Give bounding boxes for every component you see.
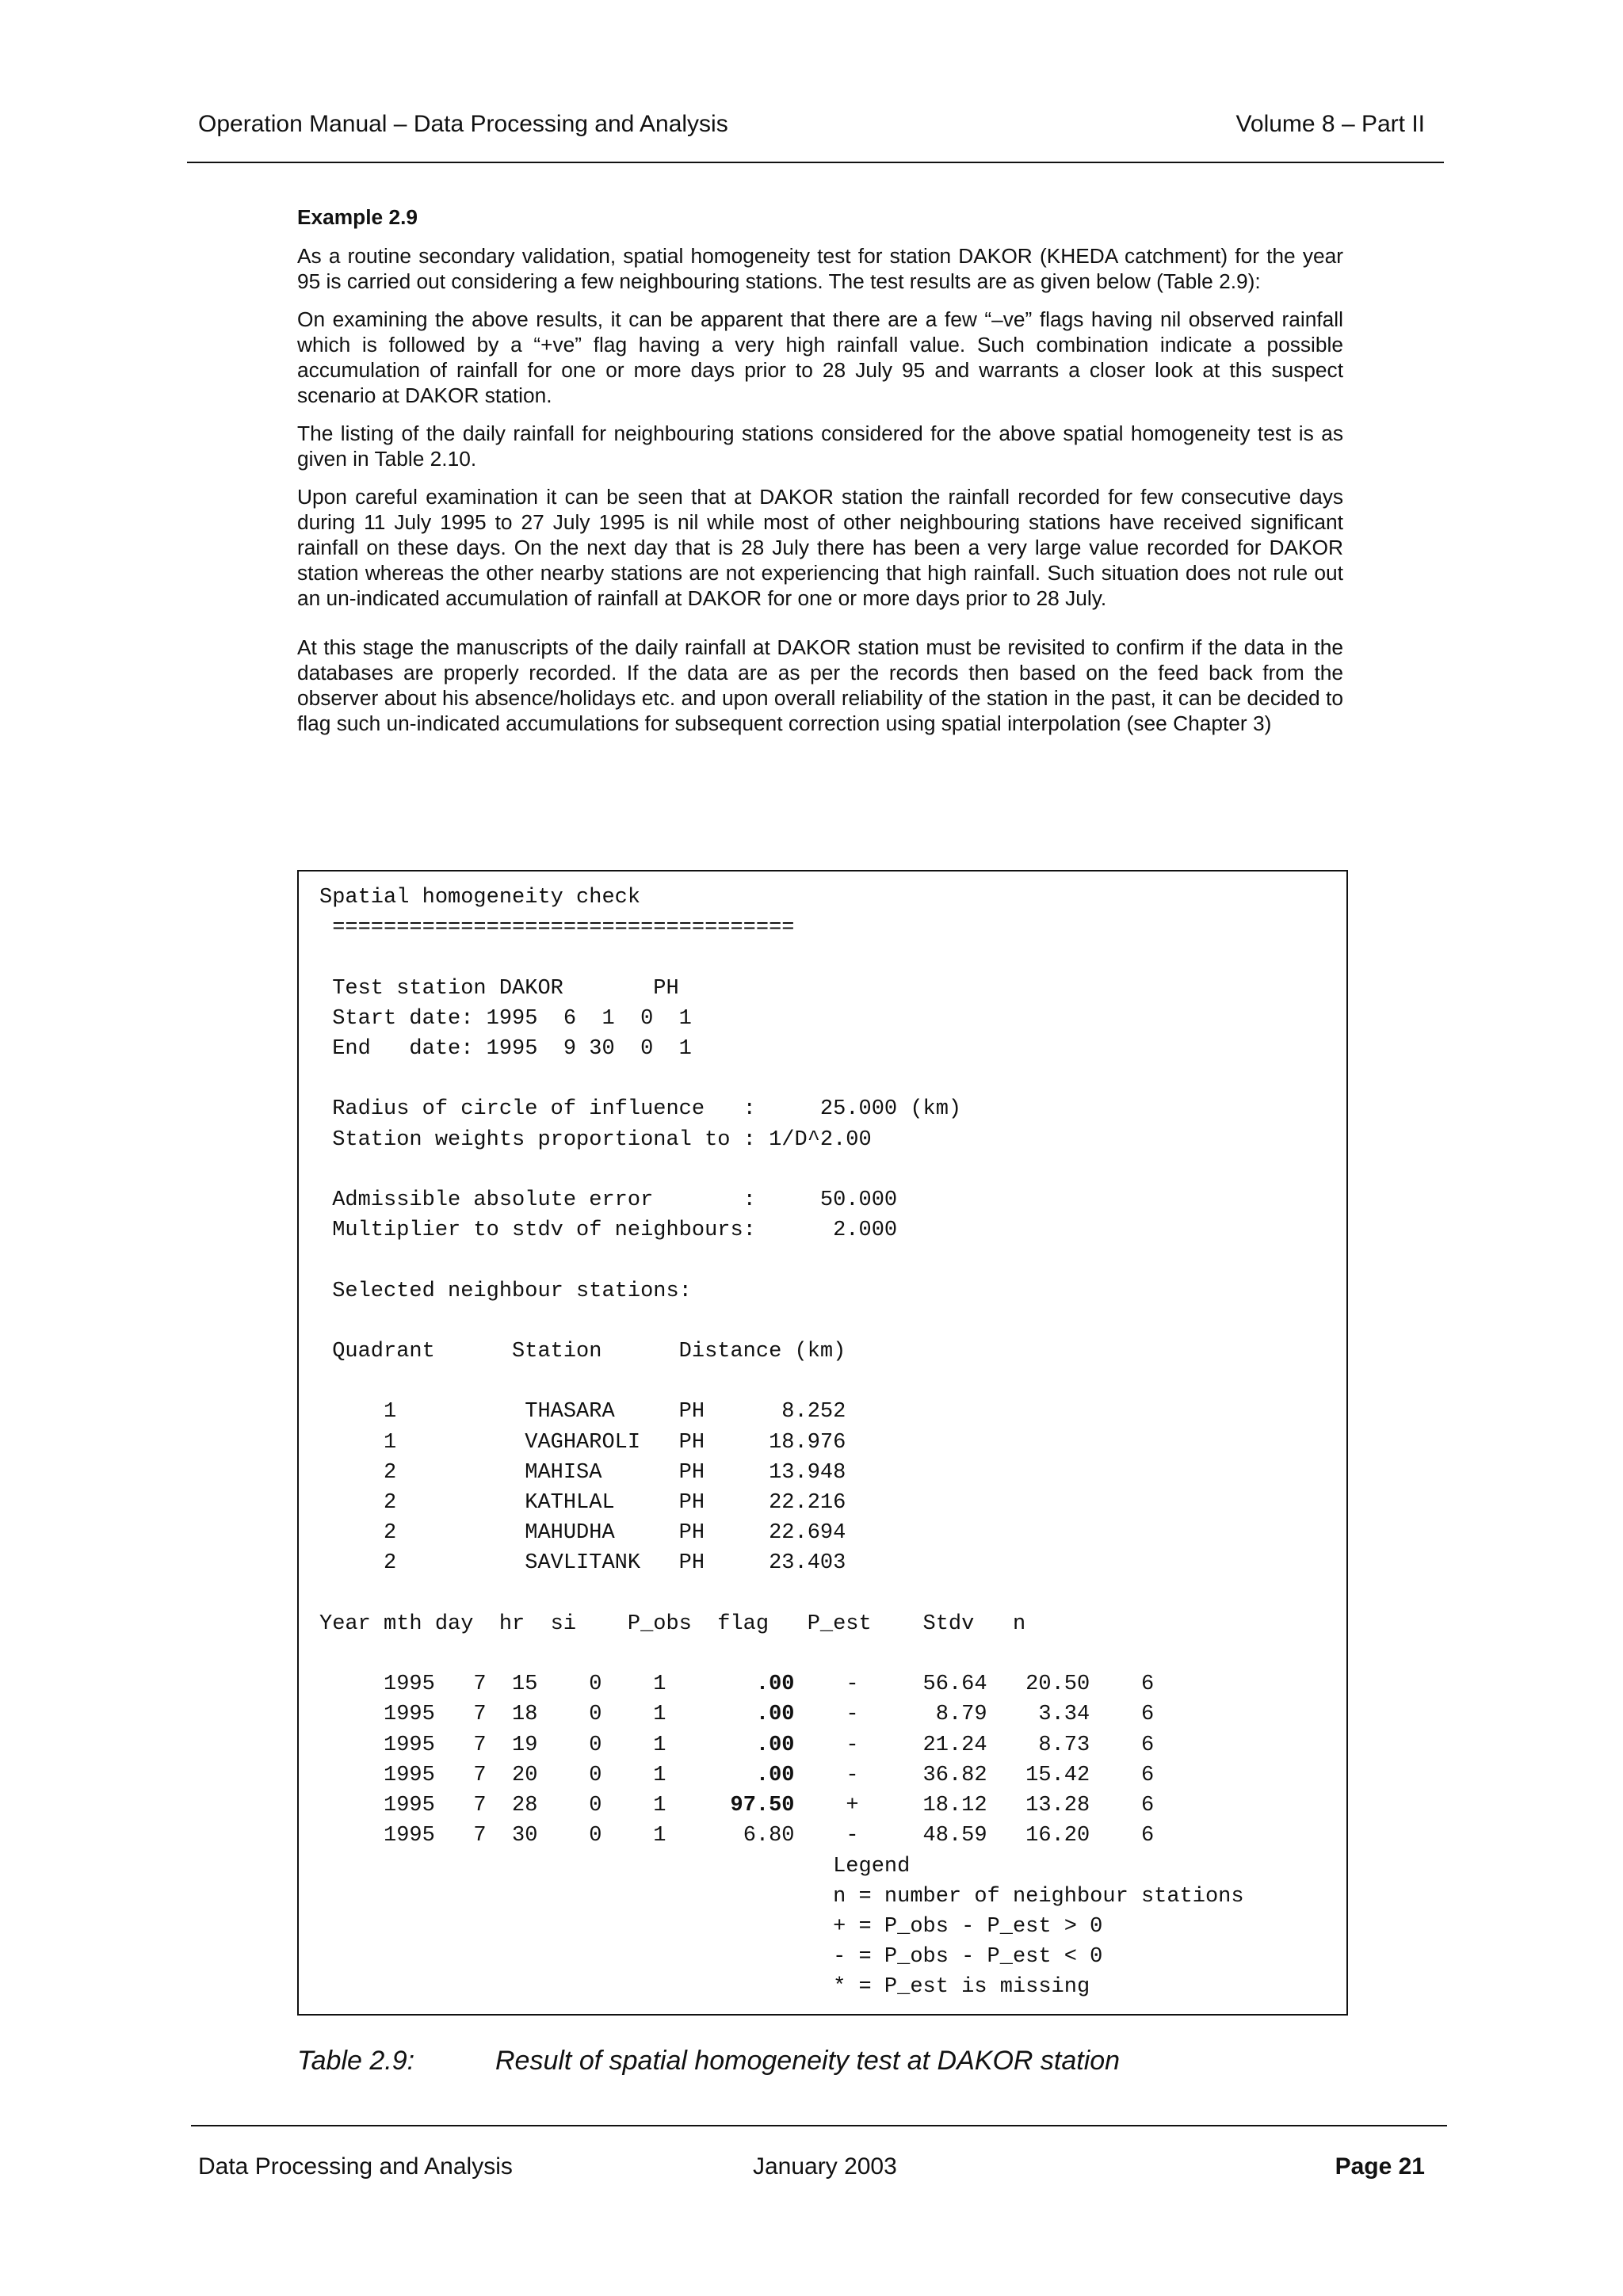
test-station-line: Test station DAKOR PH (319, 976, 679, 1001)
end-date-line: End date: 1995 9 30 0 1 (319, 1037, 692, 1062)
result-row: 1995 7 19 0 1 .00 - 21.24 8.73 6 (319, 1733, 1155, 1757)
header-volume: Volume 8 – Part II (1235, 111, 1425, 137)
p-obs-value: .00 (691, 1733, 795, 1757)
p-obs-value: 6.80 (691, 1824, 795, 1848)
homogeneity-output-box (297, 870, 1348, 2016)
legend-item: - = P_obs - P_est < 0 (319, 1945, 1103, 1970)
header-divider (187, 162, 1444, 163)
result-row: 1995 7 18 0 1 .00 - 8.79 3.34 6 (319, 1703, 1155, 1727)
output-title: Spatial homogeneity check (319, 886, 641, 910)
blank-line (319, 943, 1244, 973)
neighbour-row: 2 MAHUDHA PH 22.694 (319, 1521, 846, 1546)
p-obs-value: .00 (691, 1763, 795, 1787)
multiplier-line: Multiplier to stdv of neighbours: 2.000 (319, 1219, 898, 1243)
legend-title: Legend (319, 1854, 911, 1878)
p-obs-value: .00 (691, 1672, 795, 1697)
paragraph-3: The listing of the daily rainfall for neighbouring stations considered for the above spatial homogeneity test is as given in Table 2.10. (297, 421, 1343, 471)
neighbour-row: 2 SAVLITANK PH 23.403 (319, 1551, 846, 1576)
table-caption (297, 2046, 1120, 2077)
paragraph-4: Upon careful examination it can be seen that at DAKOR station the rainfall recorded for few consecutive days during 11 July 1995 to 27 July 1995 is nil while most of other neighbouring stations have received significant rainfall on these days. On the next day that is 28 July there has been a very large value recorded for DAKOR station whereas the other nearby stations are not experiencing that high rainfall. Such situation does not rule out an un-indicated accumulation of rainfall at DAKOR for one or more days prior to 28 July. (297, 485, 1343, 610)
weights-line: Station weights proportional to : 1/D^2.00 (319, 1127, 872, 1152)
neighbour-table-header: Quadrant Station Distance (km) (319, 1340, 846, 1364)
start-date-line: Start date: 1995 6 1 0 1 (319, 1006, 692, 1031)
results-table-header: Year mth day hr si P_obs flag P_est Stdv n (319, 1611, 1026, 1636)
result-row: 1995 7 20 0 1 .00 - 36.82 15.42 6 (319, 1763, 1155, 1787)
result-row: 1995 7 28 0 1 97.50 + 18.12 13.28 6 (319, 1794, 1155, 1818)
neighbour-row: 1 VAGHAROLI PH 18.976 (319, 1430, 846, 1455)
paragraph-1: As a routine secondary validation, spatial homogeneity test for station DAKOR (KHEDA catchment) for the year 95 is carried out considering a few neighbouring stations. The test results are as given below (Table 2.9): (297, 244, 1343, 293)
blank-line (319, 1155, 1244, 1185)
blank-line (319, 1245, 1244, 1276)
neighbour-row: 1 THASARA PH 8.252 (319, 1400, 846, 1425)
neighbour-row: 2 KATHLAL PH 22.216 (319, 1491, 846, 1516)
admissible-error-line: Admissible absolute error : 50.000 (319, 1188, 898, 1213)
page-footer (198, 2153, 1425, 2185)
output-underline: ==================================== (319, 916, 795, 940)
example-title: Example 2.9 (297, 205, 418, 229)
blank-line (319, 1639, 1244, 1669)
legend-item: + = P_obs - P_est > 0 (319, 1914, 1103, 1939)
example-section (297, 204, 1343, 749)
page-header (198, 111, 1425, 143)
p-obs-value: 97.50 (691, 1794, 795, 1818)
homogeneity-output-text (319, 883, 1244, 2003)
caption-number: Table 2.9: (297, 2046, 415, 2076)
blank-line (319, 1064, 1244, 1094)
header-title: Operation Manual – Data Processing and Analysis (198, 111, 728, 137)
paragraph-5: At this stage the manuscripts of the daily rainfall at DAKOR station must be revisited to confirm if the data in the databases are properly recorded. If the data are as per the records then based on the feed back from the observer about his absence/holidays etc. and upon overall reliability of the station in the past, it can be decided to flag such un-indicated accumulations for subsequent correction using spatial interpolation (see Chapter 3) (297, 635, 1343, 735)
neighbour-heading: Selected neighbour stations: (319, 1279, 692, 1303)
footer-date: January 2003 (753, 2153, 897, 2180)
blank-line (319, 1579, 1244, 1609)
paragraph-2: On examining the above results, it can be apparent that there are a few “–ve” flags having nil observed rainfall which is followed by a “+ve” flag having a very high rainfall value. Such combination indicate a possible accumulation of rainfall for one or more days prior to 28 July 95 and warrants a closer look at this suspect scenario at DAKOR station. (297, 307, 1343, 407)
p-obs-value: .00 (691, 1703, 795, 1727)
blank-line (319, 1367, 1244, 1397)
footer-title: Data Processing and Analysis (198, 2153, 513, 2180)
page-number: Page 21 (1335, 2153, 1425, 2180)
blank-line (319, 1306, 1244, 1337)
result-row: 1995 7 15 0 1 .00 - 56.64 20.50 6 (319, 1672, 1155, 1697)
legend-item: n = number of neighbour stations (319, 1884, 1244, 1909)
neighbour-row: 2 MAHISA PH 13.948 (319, 1460, 846, 1485)
legend-item: * = P_est is missing (319, 1975, 1090, 2000)
result-row: 1995 7 30 0 1 6.80 - 48.59 16.20 6 (319, 1824, 1155, 1848)
caption-text: Result of spatial homogeneity test at DAKOR station (495, 2046, 1121, 2076)
radius-line: Radius of circle of influence : 25.000 (km) (319, 1097, 962, 1122)
footer-divider (191, 2125, 1447, 2126)
